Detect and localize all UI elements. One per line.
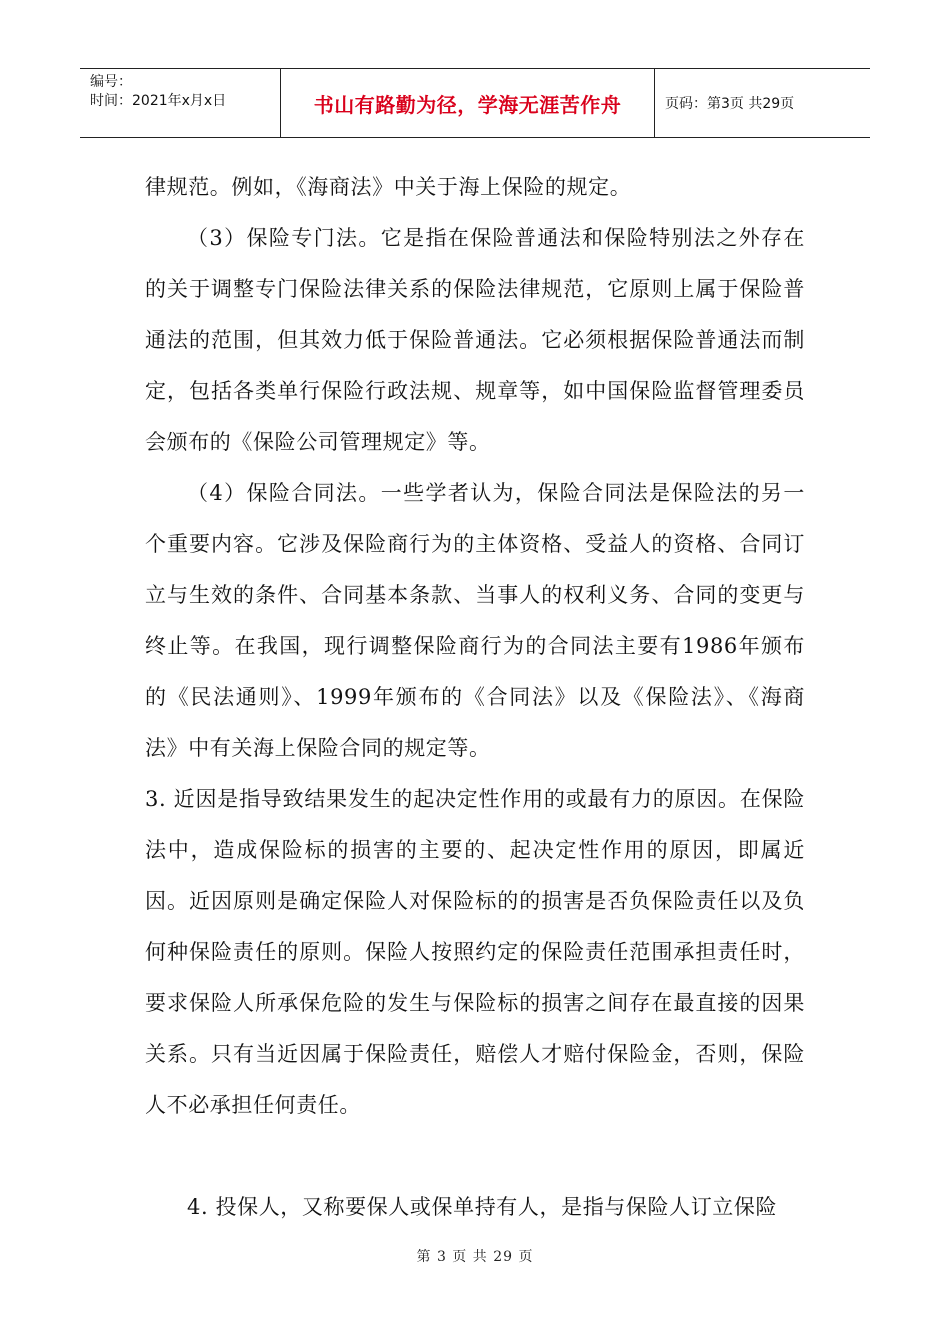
- serial-number-label: 编号：: [90, 74, 132, 90]
- page-footer: 第 3 页 共 29 页: [416, 1249, 534, 1265]
- header-motto: 书山有路勤为径，学海无涯苦作舟: [281, 69, 655, 137]
- date-label: 时间：2021年x月x日: [90, 93, 227, 109]
- paragraph-spacer: [145, 1131, 805, 1182]
- document-body: [145, 162, 805, 1233]
- paragraph-proximate-cause: 3. 近因是指导致结果发生的起决定性作用的或最有力的原因。在保险法中，造成保险标的损害的主要的、起决定性作用的原因，即属近因。近因原则是确定保险人对保险标的的损害是否负保险责任以及负何种保险责任的原则。保险人按照约定的保险责任范围承担责任时，要求保险人所承保危险的发生与保险标的损害之间存在最直接的因果关系。只有当近因属于保险责任，赔偿人才赔付保险金，否则，保险人不必承担任何责任。: [145, 787, 805, 1117]
- paragraph-special-law: （3）保险专门法。它是指在保险普通法和保险特别法之外存在的关于调整专门保险法律关系的保险法律规范，它原则上属于保险普通法的范围，但其效力低于保险普通法。它必须根据保险普通法而制定，包括各类单行保险行政法规、规章等，如中国保险监督管理委员会颁布的《保险公司管理规定》等。: [145, 226, 805, 454]
- paragraph-contract-law: （4）保险合同法。一些学者认为，保险合同法是保险法的另一个重要内容。它涉及保险商行为的主体资格、受益人的资格、合同订立与生效的条件、合同基本条款、当事人的权利义务、合同的变更与终止等。在我国，现行调整保险商行为的合同法主要有1986年颁布的《民法通则》、1999年颁布的《合同法》以及《保险法》、《海商法》中有关海上保险合同的规定等。: [145, 481, 805, 760]
- paragraph-policyholder: 4. 投保人，又称要保人或保单持有人，是指与保险人订立保险: [187, 1195, 778, 1219]
- header-page-info: 页码：第3页 共29页: [665, 96, 795, 112]
- paragraph-continuation: 律规范。例如，《海商法》中关于海上保险的规定。: [145, 175, 632, 199]
- header-meta: [80, 69, 281, 137]
- page-header: [80, 68, 870, 138]
